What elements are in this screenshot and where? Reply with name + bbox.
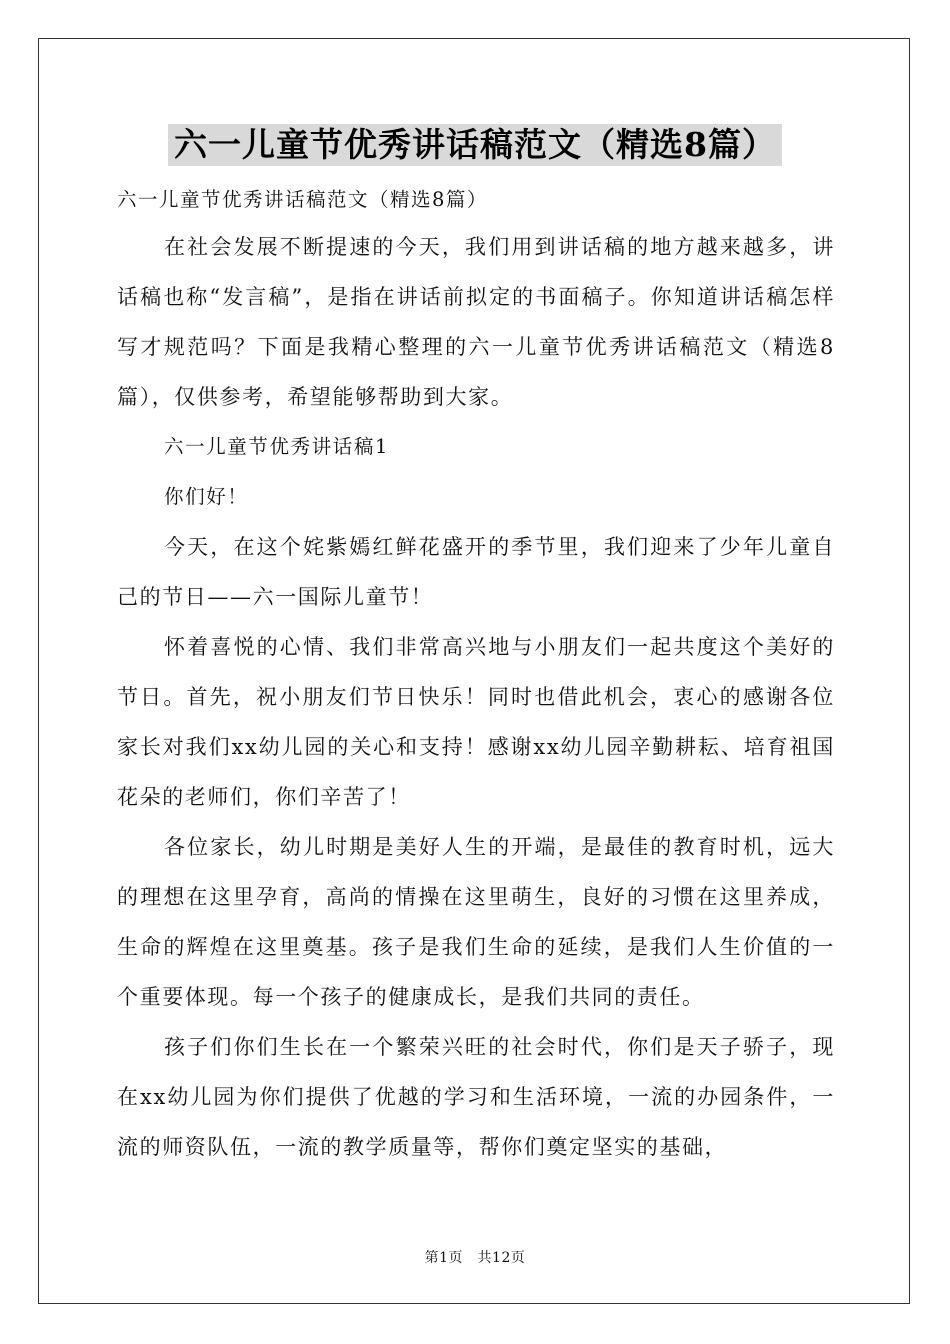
paragraph-greeting: 你们好！ [164, 485, 249, 508]
paragraph: 今天，在这个姹紫嫣红鲜花盛开的季节里，我们迎来了少年儿童自己的节日——六一国际儿童节！ [117, 535, 835, 609]
paragraph: 怀着喜悦的心情、我们非常高兴地与小朋友们一起共度这个美好的节日。首先，祝小朋友们节日快乐！同时也借此机会，衷心的感谢各位家长对我们xx幼儿园的关心和支持！感谢xx幼儿园辛勤耕耘、培育祖国花朵的老师们，你们辛苦了！ [117, 635, 835, 809]
document-subtitle: 六一儿童节优秀讲话稿范文（精选8篇） [117, 188, 488, 211]
paragraph: 各位家长，幼儿时期是美好人生的开端，是最佳的教育时机，远大的理想在这里孕育，高尚的情操在这里萌生，良好的习惯在这里养成，生命的辉煌在这里奠基。孩子是我们生命的延续，是我们人生价值的一个重要体现。每一个孩子的健康成长，是我们共同的责任。 [117, 835, 835, 1009]
paragraph: 孩子们你们生长在一个繁荣兴旺的社会时代，你们是天子骄子，现在xx幼儿园为你们提供了优越的学习和生活环境，一流的办园条件，一流的师资队伍，一流的教学质量等，帮你们奠定坚实的基础， [117, 1035, 835, 1159]
title-container [0, 124, 950, 166]
document-title: 六一儿童节优秀讲话稿范文（精选8篇） [168, 124, 782, 166]
paragraph-intro: 在社会发展不断提速的今天，我们用到讲话稿的地方越来越多，讲话稿也称“发言稿”，是指在讲话前拟定的书面稿子。你知道讲话稿怎样写才规范吗？下面是我精心整理的六一儿童节优秀讲话稿范文（精选8篇），仅供参考，希望能够帮助到大家。 [117, 235, 835, 409]
document-body [117, 178, 835, 1172]
section-heading: 六一儿童节优秀讲话稿1 [164, 435, 390, 458]
page-number-footer: 第1页 共12页 [424, 1250, 526, 1266]
